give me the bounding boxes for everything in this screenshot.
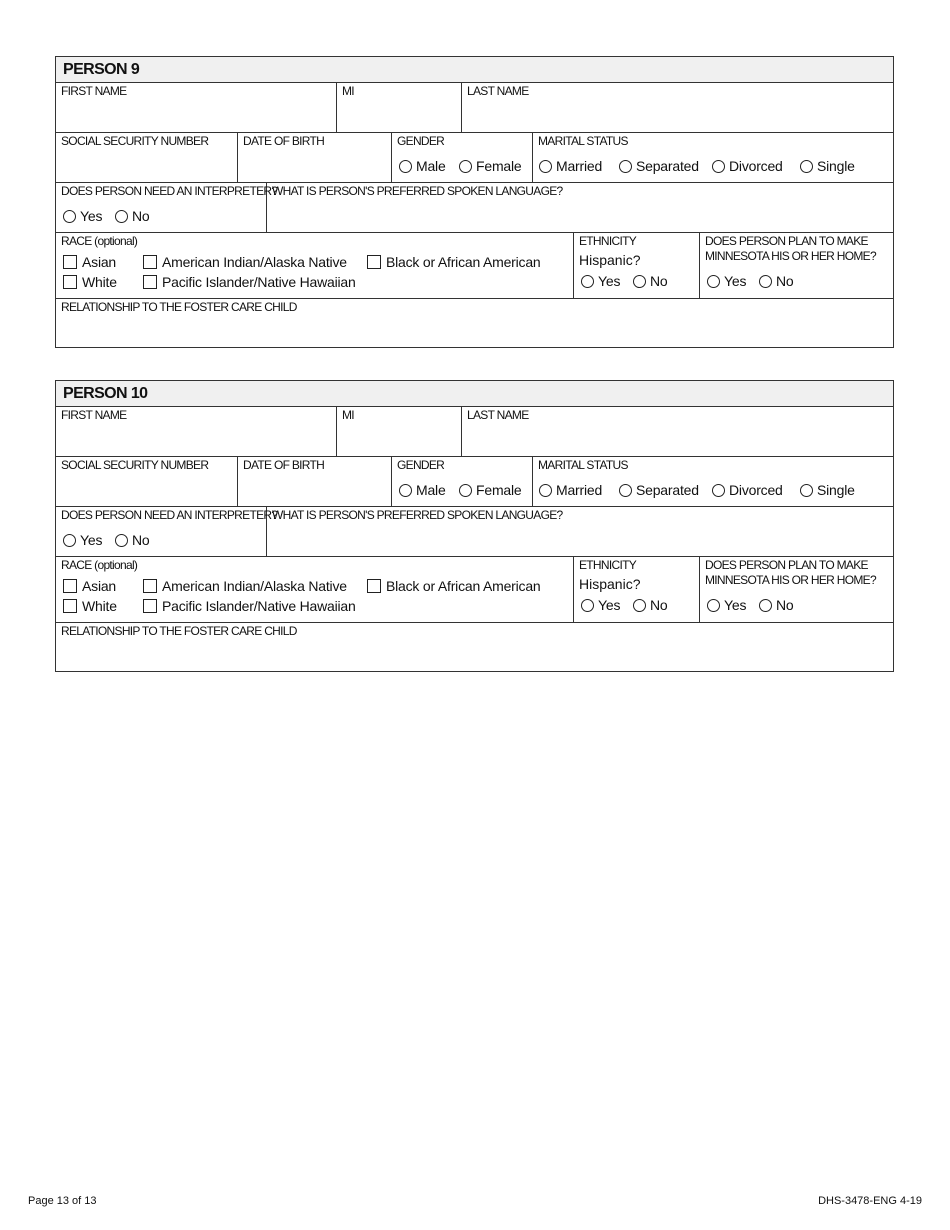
interpreter-label: DOES PERSON NEED AN INTERPRETER? (61, 184, 278, 198)
checkbox-icon (63, 255, 77, 269)
marital-married-radio[interactable]: Married (539, 482, 602, 498)
dob-field[interactable] (238, 457, 392, 506)
mi-label: MI (342, 84, 354, 98)
race-asian-checkbox[interactable]: Asian (63, 254, 116, 270)
radio-circle-icon (707, 275, 720, 288)
minnesota-home-no-radio[interactable]: No (759, 597, 794, 613)
first-name-field[interactable] (56, 407, 337, 456)
minnesota-home-no-radio[interactable]: No (759, 273, 794, 289)
minnesota-home-yes-radio[interactable]: Yes (707, 597, 746, 613)
radio-circle-icon (633, 275, 646, 288)
minnesota-home-label-line1: DOES PERSON PLAN TO MAKE (705, 234, 868, 248)
radio-circle-icon (707, 599, 720, 612)
gender-female-radio[interactable]: Female (459, 482, 521, 498)
person-9-title: PERSON 9 (56, 57, 893, 83)
radio-circle-icon (459, 484, 472, 497)
last-name-label: LAST NAME (467, 84, 529, 98)
radio-circle-icon (459, 160, 472, 173)
checkbox-icon (367, 255, 381, 269)
relationship-label: RELATIONSHIP TO THE FOSTER CARE CHILD (61, 300, 297, 314)
hispanic-yes-radio[interactable]: Yes (581, 597, 620, 613)
gender-cell (392, 133, 533, 182)
language-row (56, 507, 893, 557)
gender-label: GENDER (397, 134, 445, 148)
hispanic-question: Hispanic? (579, 576, 641, 592)
ssn-field[interactable] (56, 457, 238, 506)
checkbox-icon (63, 275, 77, 289)
radio-circle-icon (759, 599, 772, 612)
interpreter-no-radio[interactable]: No (115, 532, 150, 548)
checkbox-icon (63, 579, 77, 593)
radio-circle-icon (399, 484, 412, 497)
hispanic-yes-radio[interactable]: Yes (581, 273, 620, 289)
radio-circle-icon (115, 210, 128, 223)
race-black-checkbox[interactable]: Black or African American (367, 578, 541, 594)
gender-male-radio[interactable]: Male (399, 482, 446, 498)
radio-circle-icon (63, 210, 76, 223)
minnesota-home-yes-radio[interactable]: Yes (707, 273, 746, 289)
radio-circle-icon (633, 599, 646, 612)
person-10-title: PERSON 10 (56, 381, 893, 407)
radio-circle-icon (399, 160, 412, 173)
name-row (56, 83, 893, 133)
relationship-field[interactable] (56, 299, 893, 347)
mi-label: MI (342, 408, 354, 422)
relationship-label: RELATIONSHIP TO THE FOSTER CARE CHILD (61, 624, 297, 638)
preferred-language-field[interactable] (267, 507, 893, 556)
gender-cell (392, 457, 533, 506)
radio-circle-icon (63, 534, 76, 547)
gender-female-radio[interactable]: Female (459, 158, 521, 174)
details-row (56, 133, 893, 183)
race-label: RACE (optional) (61, 234, 138, 248)
radio-circle-icon (712, 484, 725, 497)
marital-separated-radio[interactable]: Separated (619, 482, 699, 498)
first-name-field[interactable] (56, 83, 337, 132)
minnesota-home-cell (700, 557, 893, 622)
marital-single-radio[interactable]: Single (800, 158, 855, 174)
interpreter-cell (56, 183, 278, 232)
interpreter-label: DOES PERSON NEED AN INTERPRETER? (61, 508, 278, 522)
marital-single-radio[interactable]: Single (800, 482, 855, 498)
marital-married-radio[interactable]: Married (539, 158, 602, 174)
radio-circle-icon (115, 534, 128, 547)
radio-circle-icon (712, 160, 725, 173)
interpreter-cell (56, 507, 278, 556)
minnesota-home-label-line2: MINNESOTA HIS OR HER HOME? (705, 573, 876, 587)
ethnicity-cell (574, 233, 700, 298)
last-name-label: LAST NAME (467, 408, 529, 422)
name-row (56, 407, 893, 457)
interpreter-no-radio[interactable]: No (115, 208, 150, 224)
radio-circle-icon (800, 160, 813, 173)
race-cell (56, 557, 574, 622)
checkbox-icon (143, 579, 157, 593)
hispanic-question: Hispanic? (579, 252, 641, 268)
form-id: DHS-3478-ENG 4-19 (818, 1195, 922, 1207)
person-9-section (55, 56, 894, 348)
race-asian-checkbox[interactable]: Asian (63, 578, 116, 594)
race-pacific-islander-checkbox[interactable]: Pacific Islander/Native Hawaiian (143, 598, 356, 614)
checkbox-icon (143, 599, 157, 613)
preferred-language-label: WHAT IS PERSON'S PREFERRED SPOKEN LANGUAGE? (272, 184, 563, 198)
race-american-indian-checkbox[interactable]: American Indian/Alaska Native (143, 254, 347, 270)
checkbox-icon (63, 599, 77, 613)
interpreter-yes-radio[interactable]: Yes (63, 208, 102, 224)
dob-field[interactable] (238, 133, 392, 182)
preferred-language-field[interactable] (267, 183, 893, 232)
ethnicity-label: ETHNICITY (579, 234, 637, 248)
radio-circle-icon (619, 484, 632, 497)
last-name-field[interactable] (462, 83, 893, 132)
checkbox-icon (367, 579, 381, 593)
ssn-label: SOCIAL SECURITY NUMBER (61, 458, 209, 472)
marital-status-cell (533, 457, 893, 506)
radio-circle-icon (800, 484, 813, 497)
gender-male-radio[interactable]: Male (399, 158, 446, 174)
mi-field[interactable] (337, 83, 462, 132)
marital-divorced-radio[interactable]: Divorced (712, 482, 783, 498)
marital-status-cell (533, 133, 893, 182)
race-white-checkbox[interactable]: White (63, 598, 117, 614)
checkbox-icon (143, 255, 157, 269)
first-name-label: FIRST NAME (61, 84, 127, 98)
race-row (56, 233, 893, 299)
hispanic-no-radio[interactable]: No (633, 597, 668, 613)
minnesota-home-cell (700, 233, 893, 298)
dob-label: DATE OF BIRTH (243, 458, 325, 472)
radio-circle-icon (619, 160, 632, 173)
ethnicity-label: ETHNICITY (579, 558, 637, 572)
dob-label: DATE OF BIRTH (243, 134, 325, 148)
radio-circle-icon (581, 275, 594, 288)
relationship-field[interactable] (56, 623, 893, 671)
mi-field[interactable] (337, 407, 462, 456)
ssn-field[interactable] (56, 133, 238, 182)
checkbox-icon (143, 275, 157, 289)
gender-label: GENDER (397, 458, 445, 472)
interpreter-yes-radio[interactable]: Yes (63, 532, 102, 548)
radio-circle-icon (581, 599, 594, 612)
marital-divorced-radio[interactable]: Divorced (712, 158, 783, 174)
minnesota-home-label-line2: MINNESOTA HIS OR HER HOME? (705, 249, 876, 263)
hispanic-no-radio[interactable]: No (633, 273, 668, 289)
page-number: Page 13 of 13 (28, 1195, 97, 1207)
marital-status-label: MARITAL STATUS (538, 134, 628, 148)
minnesota-home-label-line1: DOES PERSON PLAN TO MAKE (705, 558, 868, 572)
last-name-field[interactable] (462, 407, 893, 456)
race-row (56, 557, 893, 623)
marital-separated-radio[interactable]: Separated (619, 158, 699, 174)
ssn-label: SOCIAL SECURITY NUMBER (61, 134, 209, 148)
radio-circle-icon (539, 484, 552, 497)
radio-circle-icon (539, 160, 552, 173)
ethnicity-cell (574, 557, 700, 622)
first-name-label: FIRST NAME (61, 408, 127, 422)
race-black-checkbox[interactable]: Black or African American (367, 254, 541, 270)
details-row (56, 457, 893, 507)
person-10-section (55, 380, 894, 672)
race-pacific-islander-checkbox[interactable]: Pacific Islander/Native Hawaiian (143, 274, 356, 290)
radio-circle-icon (759, 275, 772, 288)
race-white-checkbox[interactable]: White (63, 274, 117, 290)
race-cell (56, 233, 574, 298)
race-american-indian-checkbox[interactable]: American Indian/Alaska Native (143, 578, 347, 594)
language-row (56, 183, 893, 233)
race-label: RACE (optional) (61, 558, 138, 572)
preferred-language-label: WHAT IS PERSON'S PREFERRED SPOKEN LANGUAGE? (272, 508, 563, 522)
marital-status-label: MARITAL STATUS (538, 458, 628, 472)
